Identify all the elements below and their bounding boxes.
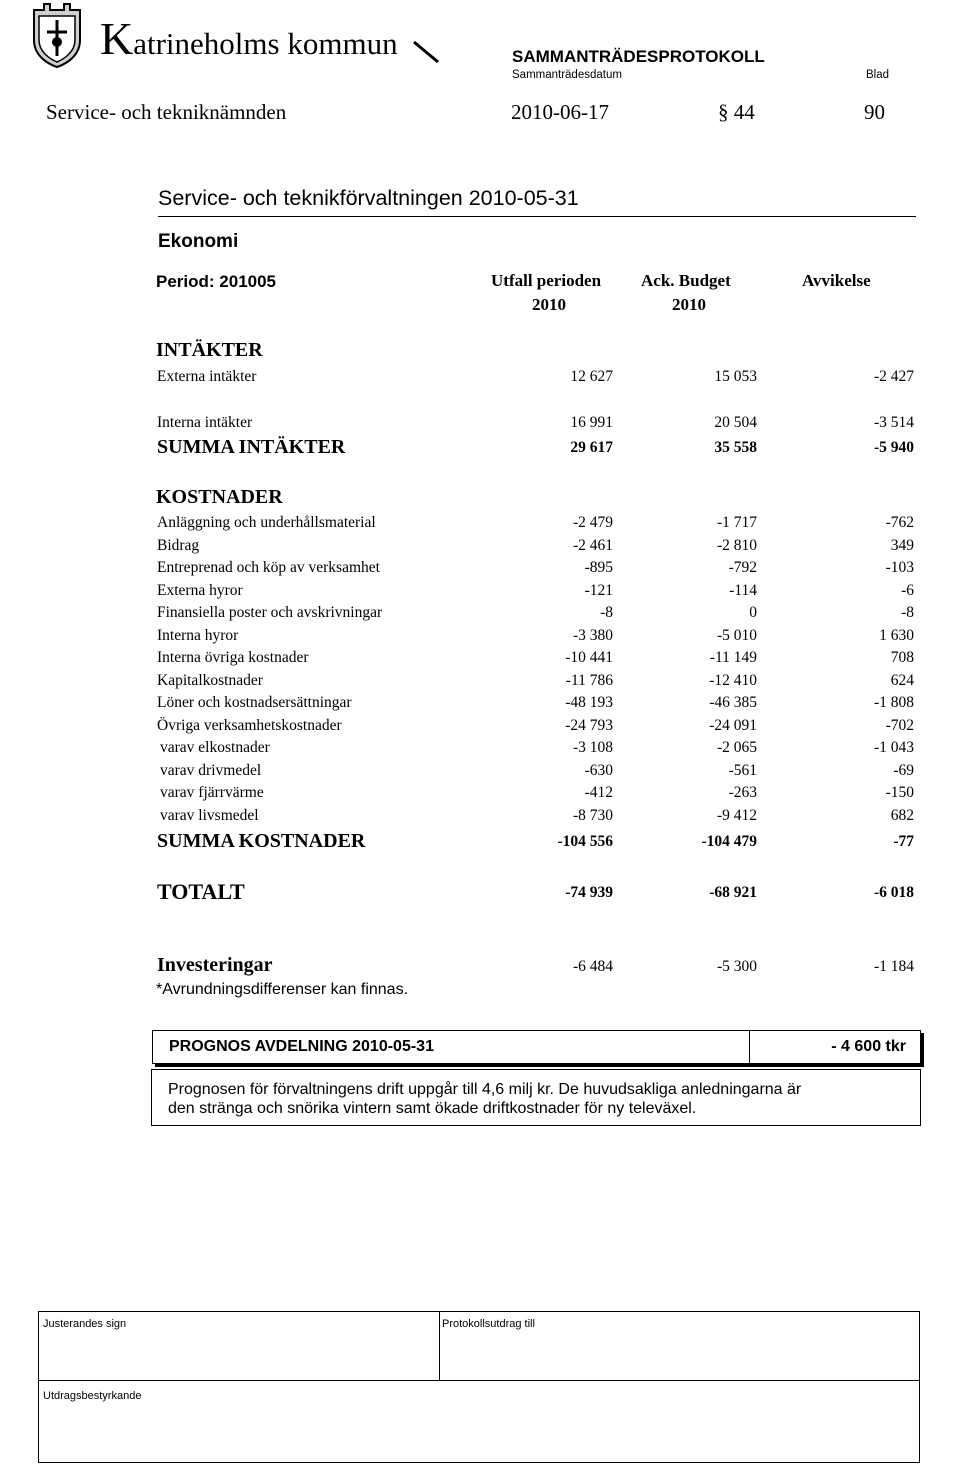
page-number: 90 xyxy=(864,100,885,124)
table-row xyxy=(0,807,960,829)
cell-avvikelse: -702 xyxy=(885,717,914,734)
row-label: varav fjärrvärme xyxy=(160,784,264,801)
section-heading-intakter: INTÄKTER xyxy=(156,339,263,361)
row-label: Interna intäkter xyxy=(157,414,253,431)
cell-utfall: -104 556 xyxy=(557,833,613,850)
cell-utfall: -2 461 xyxy=(572,537,613,554)
cell-avvikelse: -103 xyxy=(885,559,914,576)
utdragsbestyrkande-label: Utdragsbestyrkande xyxy=(43,1390,142,1402)
cell-avvikelse: -3 514 xyxy=(873,414,914,431)
table-row xyxy=(0,627,960,649)
cell-utfall: 16 991 xyxy=(570,414,613,431)
cell-avvikelse: -6 xyxy=(901,582,914,599)
cell-budget: -114 xyxy=(729,582,757,599)
cell-budget: -11 149 xyxy=(709,649,757,666)
cell-utfall: -24 793 xyxy=(565,717,613,734)
protokollsutdrag-label: Protokollsutdrag till xyxy=(442,1318,535,1330)
cell-utfall: -10 441 xyxy=(565,649,613,666)
report-subtitle: Ekonomi xyxy=(158,231,239,252)
cell-budget: -104 479 xyxy=(701,833,757,850)
table-row xyxy=(0,739,960,761)
cell-utfall: -3 108 xyxy=(572,739,613,756)
row-label: Anläggning och underhållsmaterial xyxy=(157,514,376,531)
cell-avvikelse: -1 043 xyxy=(873,739,914,756)
cell-avvikelse: -8 xyxy=(901,604,914,621)
prognos-box xyxy=(152,1030,921,1064)
table-row xyxy=(0,537,960,559)
table-row xyxy=(0,762,960,784)
row-label: Entreprenad och köp av verksamhet xyxy=(157,559,380,576)
cell-avvikelse: -77 xyxy=(893,833,914,850)
cell-avvikelse: 349 xyxy=(890,537,914,554)
signature-divider-vertical xyxy=(439,1312,440,1380)
document-type: SAMMANTRÄDESPROTOKOLL xyxy=(512,47,765,66)
row-label: Externa intäkter xyxy=(157,368,257,385)
cell-budget: 35 558 xyxy=(714,439,757,456)
cell-avvikelse: 624 xyxy=(890,672,914,689)
row-label: Löner och kostnadsersättningar xyxy=(157,694,352,711)
total-row-kostnader xyxy=(0,830,960,855)
date-label: Sammanträdesdatum xyxy=(512,69,622,81)
cell-budget: -5 300 xyxy=(716,958,757,975)
table-row xyxy=(0,672,960,694)
row-label: SUMMA INTÄKTER xyxy=(157,436,346,458)
municipal-coat-of-arms-logo xyxy=(30,2,84,68)
table-row xyxy=(0,784,960,806)
row-label: varav drivmedel xyxy=(160,762,262,779)
rounding-note: *Avrundningsdifferenser kan finnas. xyxy=(156,981,409,998)
cell-budget: 15 053 xyxy=(714,368,757,385)
table-row xyxy=(0,582,960,604)
cell-avvikelse: -1 808 xyxy=(873,694,914,711)
cell-budget: -68 921 xyxy=(709,884,757,901)
cell-utfall: -74 939 xyxy=(565,884,613,901)
period-label: Period: 201005 xyxy=(156,272,277,291)
row-label: Finansiella poster och avskrivningar xyxy=(157,604,383,621)
prognos-text-box xyxy=(151,1069,921,1126)
committee-name: Service- och tekniknämnden xyxy=(46,100,287,124)
cell-utfall: -412 xyxy=(584,784,613,801)
cell-utfall: 12 627 xyxy=(570,368,613,385)
column-year-budget: 2010 xyxy=(672,295,706,314)
table-row xyxy=(0,604,960,626)
column-header-budget: Ack. Budget xyxy=(641,271,731,290)
cell-utfall: -48 193 xyxy=(565,694,613,711)
cell-avvikelse: 682 xyxy=(890,807,914,824)
column-header-utfall: Utfall perioden xyxy=(491,271,602,290)
cell-budget: -5 010 xyxy=(716,627,757,644)
cell-budget: -24 091 xyxy=(709,717,757,734)
cell-avvikelse: -1 184 xyxy=(873,958,914,975)
prognos-divider xyxy=(749,1031,750,1063)
row-label: TOTALT xyxy=(157,879,245,904)
row-label: Investeringar xyxy=(157,954,273,976)
row-label: SUMMA KOSTNADER xyxy=(157,830,366,852)
cell-budget: -263 xyxy=(728,784,757,801)
cell-budget: -9 412 xyxy=(716,807,757,824)
investment-row xyxy=(0,954,960,980)
prognos-text-line: den stränga och snörika vintern samt ökade driftkostnader för ny televäxel. xyxy=(168,1100,697,1117)
row-label: Kapitalkostnader xyxy=(157,672,263,689)
cell-utfall: -8 730 xyxy=(572,807,613,824)
table-row xyxy=(0,694,960,716)
column-header-avvikelse: Avvikelse xyxy=(802,271,871,290)
cell-avvikelse: -2 427 xyxy=(873,368,914,385)
table-row xyxy=(0,514,960,536)
prognos-label: PROGNOS AVDELNING 2010-05-31 xyxy=(169,1038,434,1055)
table-row xyxy=(0,717,960,739)
row-label: Externa hyror xyxy=(157,582,243,599)
logo-underline-stroke xyxy=(412,40,442,64)
cell-utfall: -895 xyxy=(584,559,613,576)
title-divider xyxy=(158,216,916,217)
cell-budget: -46 385 xyxy=(709,694,757,711)
column-year-utfall: 2010 xyxy=(532,295,566,314)
cell-avvikelse: -69 xyxy=(893,762,914,779)
cell-utfall: -3 380 xyxy=(572,627,613,644)
cell-budget: -2 810 xyxy=(716,537,757,554)
table-row xyxy=(0,368,960,390)
total-row-intakter xyxy=(0,436,960,461)
cell-avvikelse: -6 018 xyxy=(873,884,914,901)
cell-utfall: -630 xyxy=(584,762,613,779)
table-row xyxy=(0,414,960,436)
paragraph-number: § 44 xyxy=(718,100,755,124)
cell-budget: 20 504 xyxy=(714,414,757,431)
cell-utfall: -6 484 xyxy=(572,958,613,975)
row-label: varav livsmedel xyxy=(160,807,259,824)
cell-avvikelse: 1 630 xyxy=(879,627,914,644)
cell-avvikelse: -5 940 xyxy=(873,439,914,456)
cell-utfall: -11 786 xyxy=(565,672,613,689)
justerandes-sign-label: Justerandes sign xyxy=(43,1318,127,1330)
cell-utfall: -2 479 xyxy=(572,514,613,531)
row-label: Interna övriga kostnader xyxy=(157,649,309,666)
meeting-date: 2010-06-17 xyxy=(511,100,609,124)
cell-budget: 0 xyxy=(749,604,757,621)
cell-budget: -792 xyxy=(728,559,757,576)
row-label: Interna hyror xyxy=(157,627,239,644)
row-label: Bidrag xyxy=(157,537,200,554)
table-row xyxy=(0,559,960,581)
prognos-value: - 4 600 tkr xyxy=(831,1038,906,1055)
page-label: Blad xyxy=(866,69,890,81)
cell-avvikelse: -762 xyxy=(885,514,914,531)
signature-box xyxy=(38,1311,920,1463)
cell-utfall: -121 xyxy=(584,582,613,599)
table-row xyxy=(0,649,960,671)
report-title: Service- och teknikförvaltningen 2010-05-31 xyxy=(158,186,579,210)
row-label: Övriga verksamhetskostnader xyxy=(157,717,342,734)
cell-budget: -561 xyxy=(728,762,757,779)
section-heading-kostnader: KOSTNADER xyxy=(156,486,283,508)
cell-avvikelse: 708 xyxy=(890,649,914,666)
cell-utfall: 29 617 xyxy=(570,439,613,456)
cell-budget: -1 717 xyxy=(716,514,757,531)
prognos-text-line: Prognosen för förvaltningens drift uppgår till 4,6 milj kr. De huvudsakliga anledningarna är xyxy=(168,1081,802,1098)
municipality-name: Katrineholms kommun xyxy=(100,13,398,64)
signature-divider-horizontal xyxy=(39,1380,919,1381)
cell-budget: -2 065 xyxy=(716,739,757,756)
grand-total-row xyxy=(0,879,960,906)
row-label: varav elkostnader xyxy=(160,739,270,756)
cell-avvikelse: -150 xyxy=(885,784,914,801)
cell-utfall: -8 xyxy=(600,604,613,621)
cell-budget: -12 410 xyxy=(709,672,757,689)
